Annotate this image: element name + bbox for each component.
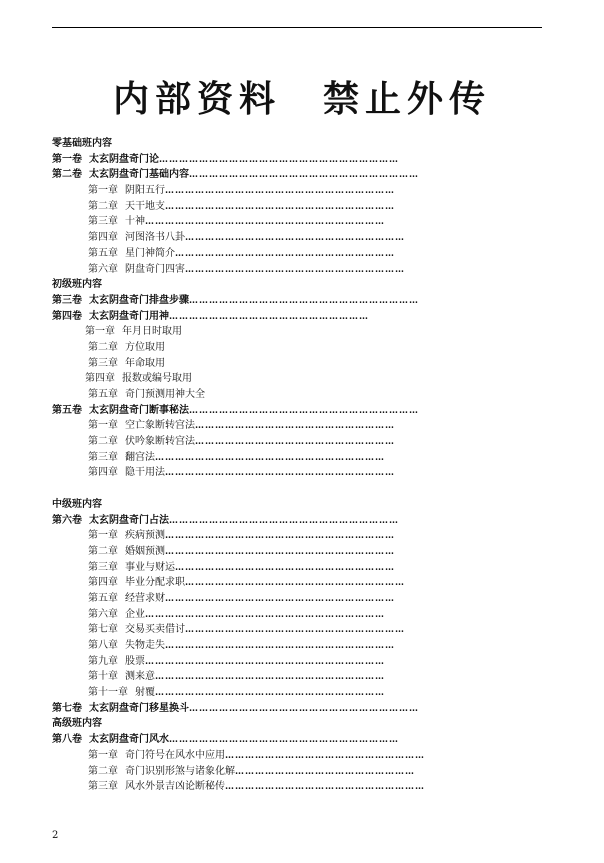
toc-leader-dots: …………………………………………………………: [185, 233, 405, 244]
toc-leader-dots: ……………………………………………………: [225, 750, 425, 761]
toc-leader-dots: …………………………………………………………: [175, 562, 395, 573]
toc-entry-number: 第一章: [88, 185, 118, 197]
toc-volume-entry: [52, 309, 552, 325]
toc-entry-title: 婚姻预测: [125, 545, 165, 557]
toc-entry-title: 射覆: [135, 687, 155, 699]
toc-leader-dots: ……………………………………………………: [225, 782, 425, 793]
toc-chapter-entry: [52, 340, 552, 356]
toc-entry-title: 失物走失: [125, 640, 165, 651]
toc-leader-dots: ……………………………………………………………: [165, 641, 395, 651]
toc-chapter-entry: [52, 685, 552, 701]
toc-entry-number: 第六章: [88, 608, 118, 620]
toc-section-heading: 高级班内容: [52, 718, 102, 730]
toc-entry-title: 太玄阴盘奇门风水: [89, 734, 169, 746]
toc-entry-number: 第一章: [88, 420, 118, 432]
toc-spacer: [52, 481, 552, 497]
toc-entry-number: 第八卷: [52, 734, 82, 746]
toc-chapter-entry: [52, 779, 552, 795]
toc-entry-number: 第二章: [88, 765, 118, 777]
toc-leader-dots: ……………………………………………………………: [155, 452, 385, 463]
toc-chapter-entry: [52, 199, 552, 215]
toc-entry-number: 第七卷: [52, 702, 82, 714]
toc-chapter-entry: [52, 560, 552, 576]
toc-entry-title: 阴盘奇门四害: [125, 263, 185, 275]
toc-entry-number: 第二章: [88, 436, 118, 448]
toc-entry-number: 第二章: [88, 545, 118, 557]
toc-chapter-entry: [52, 418, 552, 434]
toc-leader-dots: …………………………………………………………: [185, 578, 405, 589]
toc-volume-entry: [52, 167, 552, 183]
toc-chapter-entry: [52, 622, 552, 638]
toc-volume-entry: [52, 293, 552, 309]
toc-volume-entry: [52, 152, 552, 168]
toc-leader-dots: ………………………………………………: [235, 766, 415, 777]
toc-section-heading: 初级班内容: [52, 279, 102, 291]
toc-leader-dots: ………………………………………………………………: [145, 656, 385, 667]
toc-entry-number: 第五卷: [52, 404, 82, 416]
toc-chapter-entry: [52, 371, 552, 387]
toc-chapter-entry: [52, 465, 552, 481]
toc-entry-title: 翻宫法: [125, 451, 155, 463]
toc-leader-dots: …………………………………………………………: [185, 264, 405, 275]
toc-leader-dots: ……………………………………………………………: [169, 735, 399, 746]
toc-entry-title: 股票: [125, 655, 145, 667]
toc-entry-number: 第三章: [88, 781, 118, 793]
toc-entry-title: 奇门预测用神大全: [125, 389, 205, 400]
toc-chapter-entry: [52, 434, 552, 450]
toc-chapter-entry: [52, 654, 552, 670]
toc-entry-number: 第六卷: [52, 514, 82, 526]
toc-chapter-entry: [52, 591, 552, 607]
header-rule: [52, 27, 542, 28]
toc-leader-dots: ……………………………………………………………: [169, 515, 399, 526]
toc-volume-entry: [52, 403, 552, 419]
toc-leader-dots: ………………………………………………………………: [145, 217, 385, 228]
toc-entry-title: 伏吟象断转宫法: [125, 436, 195, 448]
toc-entry-number: 第四章: [85, 373, 115, 385]
toc-leader-dots: ……………………………………………………: [169, 311, 369, 322]
toc-entry-title: 疾病预测: [125, 530, 165, 542]
toc-entry-title: 毕业分配求职: [125, 577, 185, 589]
toc-entry-title: 事业与财运: [125, 561, 175, 573]
toc-entry-title: 阴阳五行: [125, 185, 165, 197]
toc-entry-number: 第七章: [88, 624, 118, 636]
toc-entry-title: 交易买卖借讨: [125, 624, 185, 636]
toc-entry-title: 奇门符号在风水中应用: [125, 749, 225, 761]
toc-entry-number: 第一卷: [52, 153, 82, 165]
toc-leader-dots: ……………………………………………………………: [165, 186, 395, 197]
toc-chapter-entry: [52, 387, 552, 403]
page-number: 2: [52, 830, 59, 841]
toc-entry-number: 第一章: [85, 326, 115, 338]
toc-chapter-entry: [52, 450, 552, 466]
toc-entry-title: 企业: [125, 608, 145, 620]
toc-entry-title: 太玄阴盘奇门排盘步骤: [89, 294, 189, 306]
toc-entry-title: 空亡象断转宫法: [125, 420, 195, 432]
toc-entry-number: 第四卷: [52, 310, 82, 322]
toc-entry-number: 第四章: [88, 467, 118, 479]
toc-chapter-entry: [52, 669, 552, 685]
toc-section-heading: 中级班内容: [52, 498, 102, 510]
toc-chapter-entry: [52, 262, 552, 278]
toc-entry-title: 太玄阴盘奇门断事秘法: [89, 404, 189, 416]
toc-entry-number: 第三卷: [52, 294, 82, 306]
toc-entry-number: 第十章: [88, 671, 118, 683]
toc-chapter-entry: [52, 607, 552, 623]
toc-chapter-entry: [52, 638, 552, 654]
toc-volume-entry: [52, 513, 552, 529]
toc-leader-dots: ………………………………………………………………: [145, 609, 385, 620]
toc-section-heading: 零基础班内容: [52, 138, 112, 149]
toc-entry-number: 第三章: [88, 216, 118, 228]
toc-chapter-entry: [52, 230, 552, 246]
toc-chapter-entry: [52, 544, 552, 560]
toc-leader-dots: ……………………………………………………………: [189, 170, 419, 181]
toc-entry-title: 方位取用: [125, 341, 165, 353]
toc-entry-title: 年命取用: [125, 357, 165, 369]
toc-leader-dots: ………………………………………………………………: [159, 154, 399, 165]
toc-entry-title: 测来意: [125, 671, 155, 683]
toc-chapter-entry: [52, 214, 552, 230]
toc-entry-title: 报数或编号取用: [122, 373, 192, 385]
toc-volume-entry: [52, 701, 552, 717]
toc-entry-number: 第八章: [88, 640, 118, 651]
toc-chapter-entry: [52, 528, 552, 544]
toc-entry-number: 第一章: [88, 749, 118, 761]
toc-entry-number: 第三章: [88, 451, 118, 463]
page-title: 内部资料 禁止外传: [112, 79, 491, 120]
toc-entry-number: 第九章: [88, 655, 118, 667]
toc-entry-number: 第五章: [88, 247, 118, 259]
toc-chapter-entry: [52, 764, 552, 780]
toc-entry-title: 经营求财: [125, 592, 165, 604]
toc-chapter-entry: [52, 575, 552, 591]
toc-leader-dots: ……………………………………………………………: [189, 703, 419, 714]
toc-entry-title: 太玄阴盘奇门移星换斗: [89, 702, 189, 714]
toc-leader-dots: …………………………………………………………: [175, 248, 395, 259]
toc-entry-title: 星门神简介: [125, 247, 175, 259]
toc-entry-title: 风水外景吉凶论断秘传: [125, 781, 225, 793]
toc-leader-dots: ……………………………………………………………: [165, 546, 395, 557]
toc-chapter-entry: [52, 246, 552, 262]
toc-entry-title: 河图洛书八卦: [125, 232, 185, 244]
toc-leader-dots: ……………………………………………………………: [165, 201, 395, 212]
toc-leader-dots: ……………………………………………………: [195, 437, 395, 448]
toc-chapter-entry: [52, 183, 552, 199]
toc-chapter-entry: [52, 356, 552, 372]
toc-leader-dots: ……………………………………………………: [195, 421, 395, 432]
toc-entry-number: 第四章: [88, 232, 118, 244]
toc-entry-title: 十神: [125, 216, 145, 228]
toc-entry-number: 第六章: [88, 263, 118, 275]
toc-entry-number: 第五章: [88, 389, 118, 400]
toc-entry-title: 太玄阴盘奇门用神: [89, 310, 169, 322]
toc-volume-entry: [52, 732, 552, 748]
toc-entry-title: 隐干用法: [125, 467, 165, 479]
toc-chapter-entry: [52, 748, 552, 764]
toc-entry-number: 第二卷: [52, 169, 82, 181]
toc-leader-dots: ……………………………………………………………: [155, 672, 385, 683]
toc-leader-dots: ……………………………………………………………: [189, 405, 419, 416]
toc-entry-number: 第五章: [88, 592, 118, 604]
toc-entry-number: 第一章: [88, 530, 118, 542]
toc-leader-dots: ……………………………………………………………: [165, 531, 395, 542]
toc-entry-number: 第三章: [88, 561, 118, 573]
toc-leader-dots: ……………………………………………………………: [155, 688, 385, 699]
toc-leader-dots: ……………………………………………………………: [189, 295, 419, 306]
toc-leader-dots: ……………………………………………………………: [165, 468, 395, 479]
toc-entry-number: 第二章: [88, 341, 118, 353]
toc-chapter-entry: [52, 324, 552, 340]
toc-entry-number: 第二章: [88, 200, 118, 212]
toc-entry-number: 第三章: [88, 357, 118, 369]
toc-leader-dots: …………………………………………………………: [185, 625, 405, 636]
table-of-contents: [52, 136, 552, 795]
toc-leader-dots: ……………………………………………………………: [165, 593, 395, 604]
toc-entry-title: 年月日时取用: [122, 326, 182, 338]
toc-entry-title: 奇门识别形煞与诸象化解: [125, 765, 235, 777]
toc-entry-title: 太玄阴盘奇门基础内容: [89, 169, 189, 181]
toc-entry-number: 第十一章: [88, 687, 128, 699]
toc-entry-title: 天干地支: [125, 200, 165, 212]
toc-entry-number: 第四章: [88, 577, 118, 589]
toc-entry-title: 太玄阴盘奇门论: [89, 153, 159, 165]
toc-entry-title: 太玄阴盘奇门占法: [89, 514, 169, 526]
